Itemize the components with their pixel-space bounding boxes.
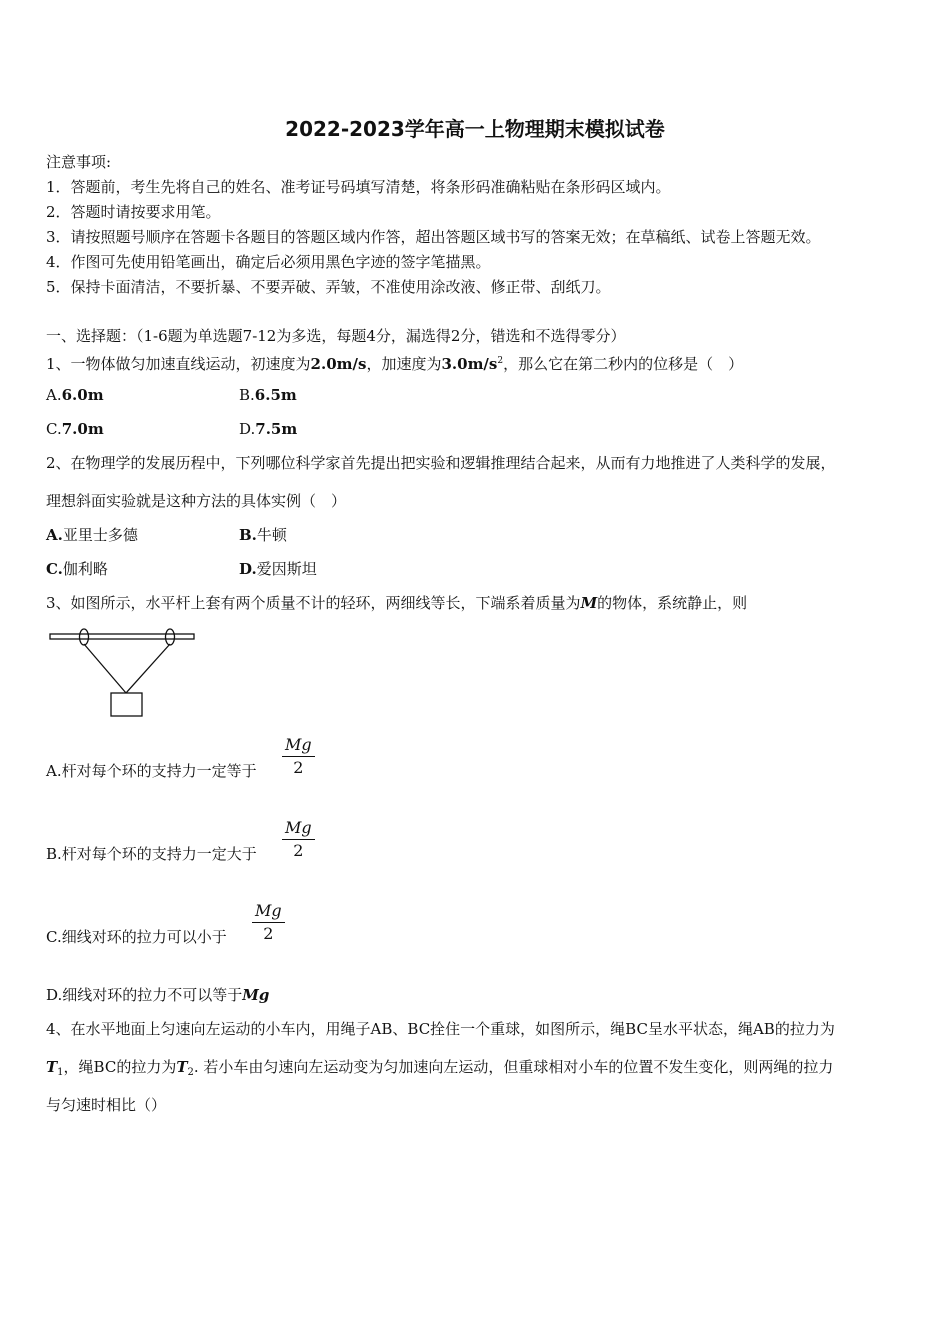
q2-stem-line2: 理想斜面实验就是这种方法的具体实例（ ） xyxy=(46,492,347,510)
right-string xyxy=(126,644,170,693)
q3-option-d: D.细线对环的拉力不可以等于Mg xyxy=(46,986,270,1004)
q1-stem: 1、一物体做匀加速直线运动，初速度为2.0m/s，加速度为$3.0m/s^2$，那么它在第二秒内的位移是（ ） xyxy=(46,355,744,373)
right-ring xyxy=(166,629,175,645)
q4-stem-line2: $T_1$，绳BC的拉力为$T_2$. 若小车由匀速向左运动变为匀加速向左运动，但重球相对小车的位置不发生变化，则两绳的拉力 xyxy=(46,1058,834,1078)
notice-item-3: 3．请按照题号顺序在答题卡各题目的答题区域内作答，超出答题区域书写的答案无效；在草稿纸、试卷上答题无效。 xyxy=(46,228,821,246)
q1-option-a: A.6.0m xyxy=(46,386,104,404)
left-string xyxy=(84,644,126,693)
q3-option-a: A.杆对每个环的支持力一定等于 xyxy=(46,762,257,780)
q1-option-b: B.6.5m xyxy=(239,386,297,404)
notice-item-5: 5．保持卡面清洁，不要折暴、不要弄破、弄皱，不准使用涂改液、修正带、刮纸刀。 xyxy=(46,278,611,296)
notice-item-1: 1．答题前，考生先将自己的姓名、准考证号码填写清楚，将条形码准确粘贴在条形码区域内。 xyxy=(46,178,671,196)
q2-stem-line1: 2、在物理学的发展历程中，下列哪位科学家首先提出把实验和逻辑推理结合起来，从而有力地推进了人类科学的发展， xyxy=(46,454,836,472)
q3-option-c-fraction: $\frac{Mg}{2}$ xyxy=(252,900,285,945)
q1-option-d: D.7.5m xyxy=(239,420,298,438)
q3-option-b-fraction: $\frac{Mg}{2}$ xyxy=(282,817,315,862)
rings-rod-diagram xyxy=(46,626,198,722)
notice-item-2: 2．答题时请按要求用笔。 xyxy=(46,203,221,221)
q4-stem-line1: 4、在水平地面上匀速向左运动的小车内，用绳子AB、BC拴住一个重球，如图所示，绳BC呈水平状态，绳AB的拉力为 xyxy=(46,1020,835,1038)
horizontal-rod xyxy=(50,634,194,639)
q2-option-b: B.牛顿 xyxy=(239,526,287,544)
q1-option-c: C.7.0m xyxy=(46,420,104,438)
section-heading: 一、选择题：（1-6题为单选题7-12为多选，每题4分，漏选得2分，错选和不选得零分） xyxy=(46,327,626,345)
page-title: 2022-2023学年高一上物理期末模拟试卷 xyxy=(285,117,665,141)
q3-option-c: C.细线对环的拉力可以小于 xyxy=(46,928,227,946)
q3-option-a-fraction: $\frac{Mg}{2}$ xyxy=(282,734,315,779)
q2-option-a: A.亚里士多德 xyxy=(46,526,138,544)
q4-stem-line3: 与匀速时相比（） xyxy=(46,1096,167,1114)
q3-stem: 3、如图所示，水平杆上套有两个质量不计的轻环，两细线等长，下端系着质量为M的物体，系统静止，则 xyxy=(46,594,748,612)
q2-option-d: D.爱因斯坦 xyxy=(239,560,317,578)
notice-heading: 注意事项: xyxy=(46,153,112,171)
q2-option-c: C.伽利略 xyxy=(46,560,108,578)
notice-item-4: 4．作图可先使用铅笔画出，确定后必须用黑色字迹的签字笔描黑。 xyxy=(46,253,491,271)
q3-option-b: B.杆对每个环的支持力一定大于 xyxy=(46,845,257,863)
hanging-block xyxy=(111,693,142,716)
left-ring xyxy=(80,629,89,645)
